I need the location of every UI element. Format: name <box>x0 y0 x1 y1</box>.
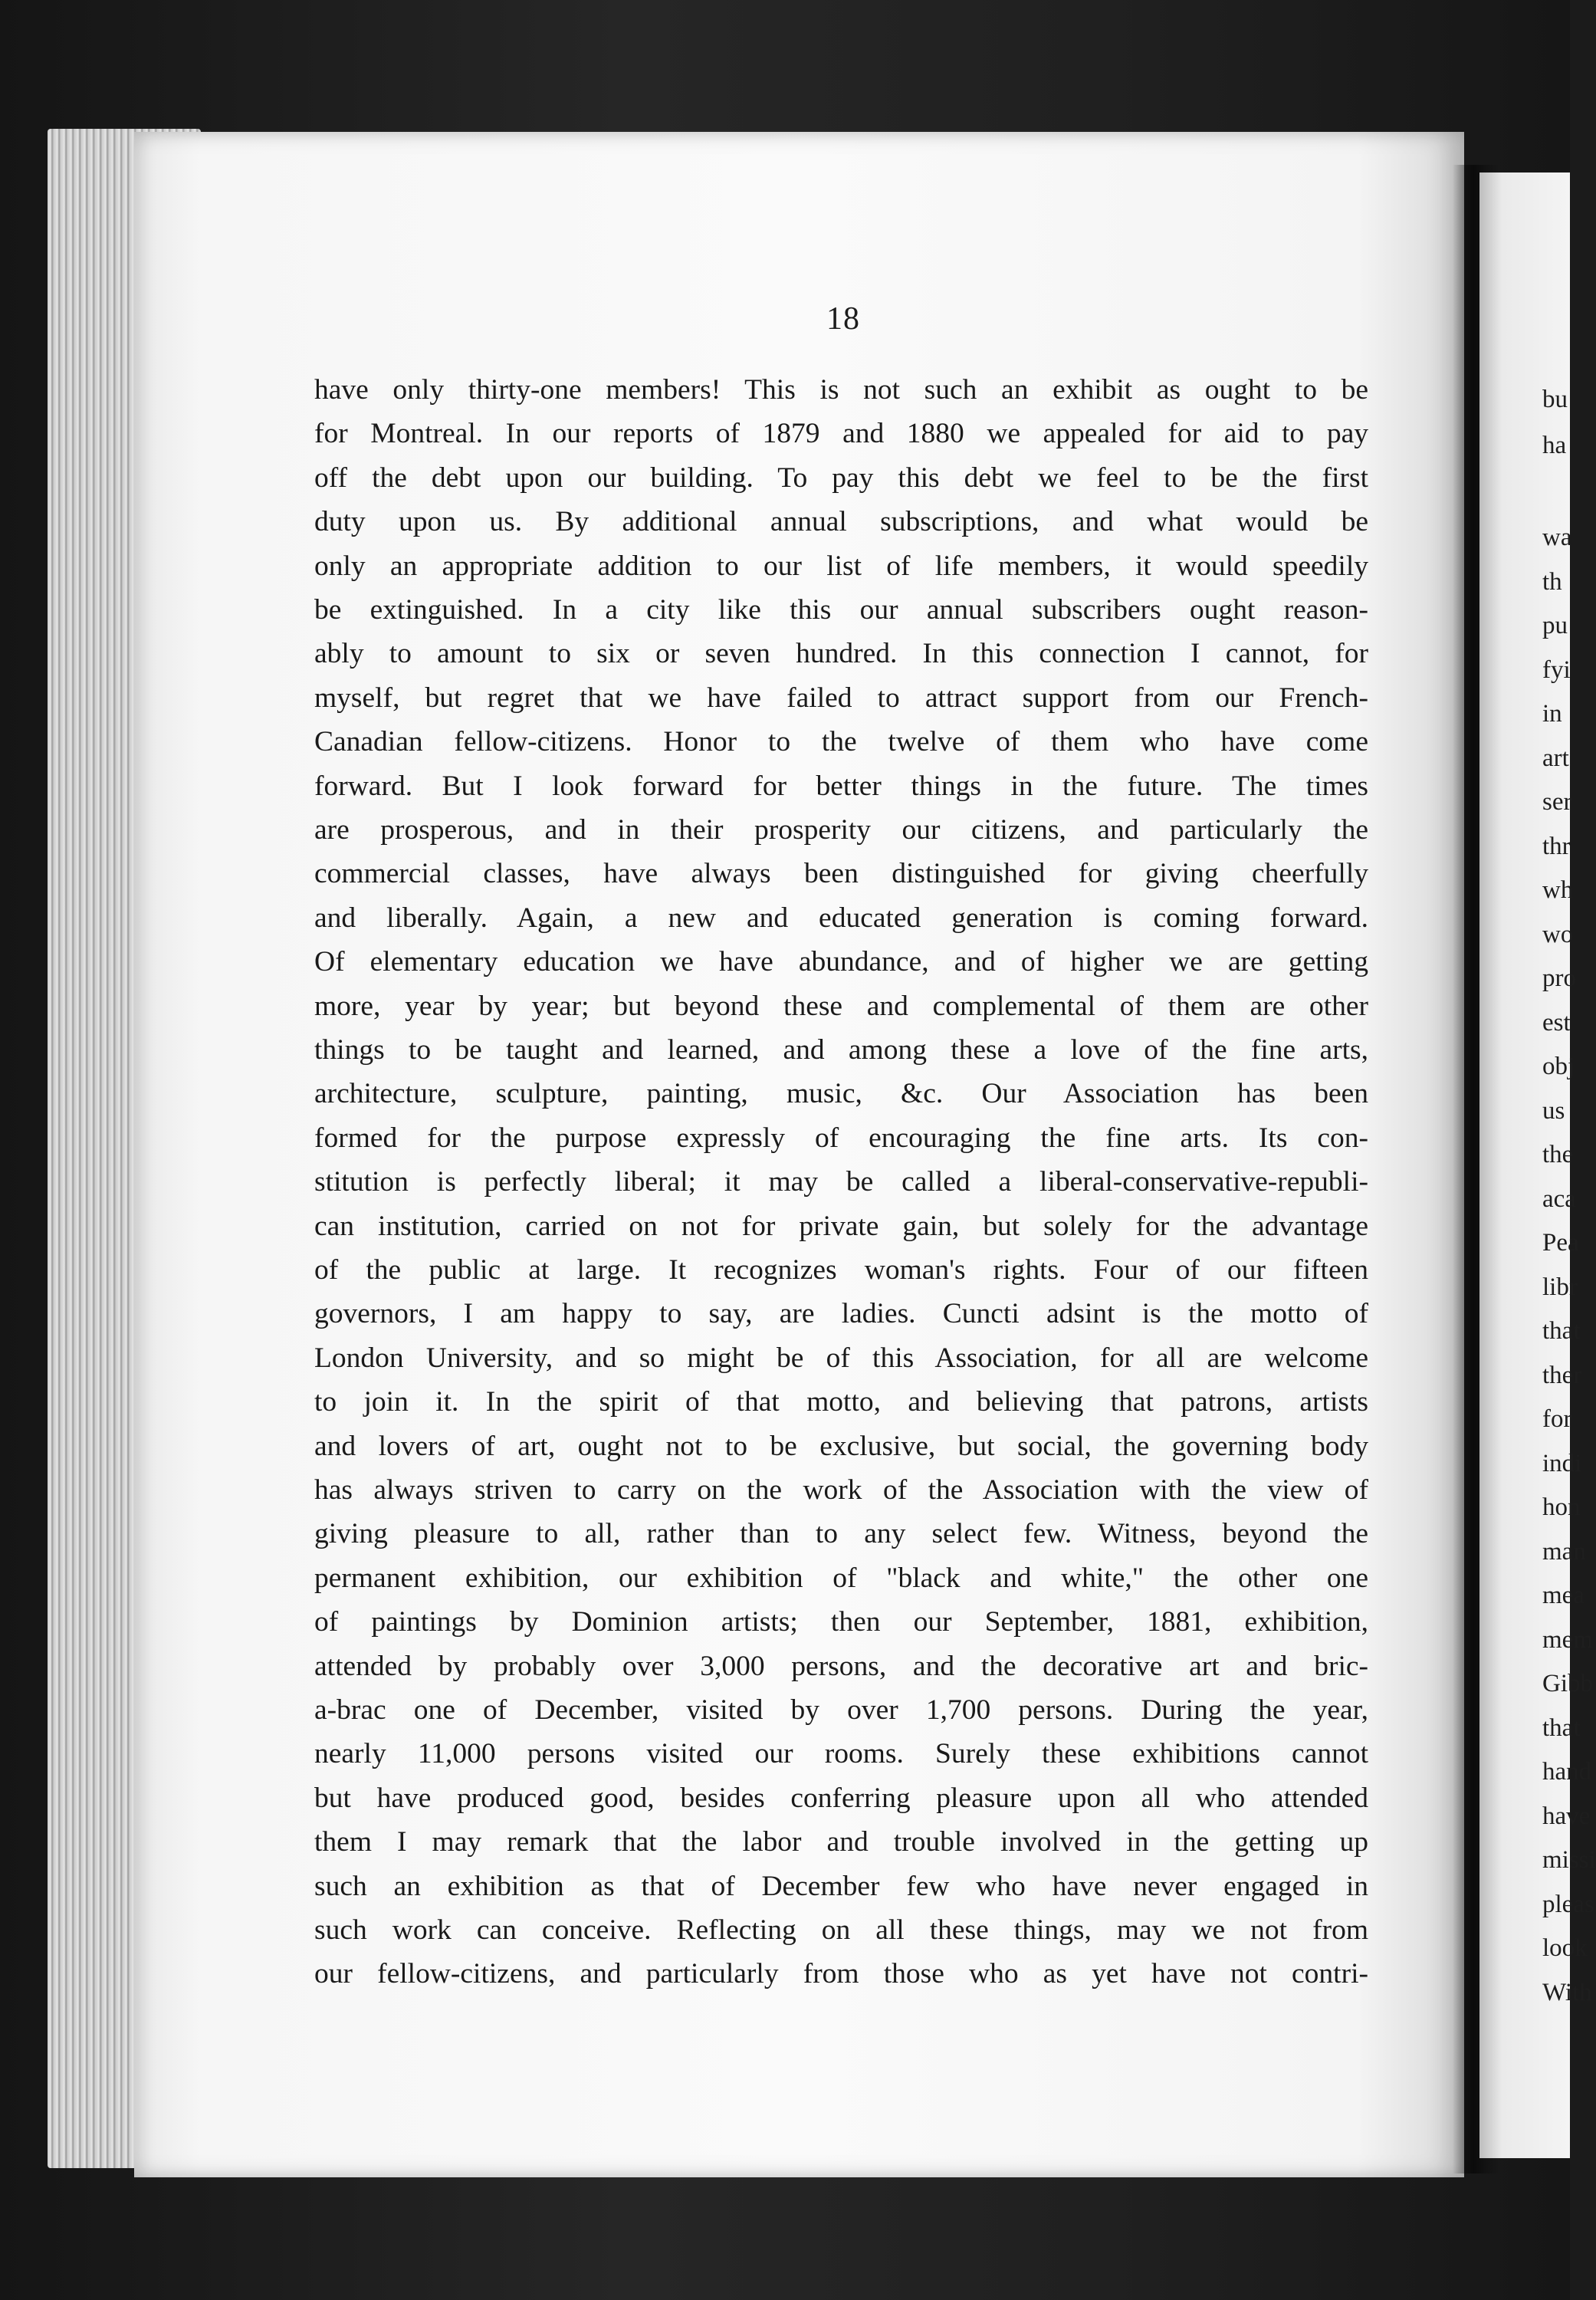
facing-page-fragment: the <box>1542 1141 1574 1168</box>
facing-page-fragment: thr <box>1542 832 1571 860</box>
text-line: giving pleasure to all, rather than to any select few. Witness, beyond the <box>314 1518 1368 1550</box>
text-line: only an appropriate addition to our list of life members, it would speedily <box>314 550 1368 582</box>
text-line: such work can conceive. Reflecting on all these things, may we not from <box>314 1914 1368 1946</box>
facing-page-fragment: hand <box>1542 1758 1592 1786</box>
text-line: Of elementary education we have abundance, and of higher we are getting <box>314 946 1368 978</box>
facing-page-fragment: ser <box>1542 788 1572 816</box>
facing-page-fragment: indi <box>1542 1449 1582 1477</box>
facing-page-fragment: that <box>1542 1317 1581 1345</box>
facing-page-fragment: bu <box>1542 386 1568 413</box>
text-line: forward. But I look forward for better things in the future. The times <box>314 770 1368 802</box>
facing-page-fragment: for <box>1542 1405 1572 1433</box>
facing-page-fragment: Pea <box>1542 1229 1579 1257</box>
text-line: stitution is perfectly liberal; it may be called a liberal-conservative-republi- <box>314 1166 1368 1198</box>
text-line: more, year by year; but beyond these and complemental of them are other <box>314 990 1368 1022</box>
text-line: but have produced good, besides conferring pleasure upon all who attended <box>314 1782 1368 1814</box>
facing-page-fragment: Gibb <box>1542 1670 1593 1697</box>
text-line: of the public at large. It recognizes woman's rights. Four of our fifteen <box>314 1254 1368 1286</box>
text-line: off the debt upon our building. To pay this debt we feel to be the first <box>314 462 1368 494</box>
facing-page-fragment: pro <box>1542 964 1576 992</box>
body-text <box>314 376 1368 2001</box>
text-line: of paintings by Dominion artists; then our September, 1881, exhibition, <box>314 1606 1368 1638</box>
text-line: formed for the purpose expressly of encouraging the fine arts. Its con- <box>314 1122 1368 1154</box>
facing-page-fragment: have <box>1542 1802 1591 1830</box>
text-line: can institution, carried on not for private gain, but solely for the advantage <box>314 1210 1368 1242</box>
facing-page-fragment: look <box>1542 1934 1588 1962</box>
text-line: to join it. In the spirit of that motto, and believing that patrons, artists <box>314 1386 1368 1418</box>
facing-page-fragment: ther <box>1542 1361 1582 1389</box>
text-line: myself, but regret that we have failed to attract support from our French- <box>314 682 1368 714</box>
text-line: have only thirty-one members! This is not such an exhibit as ought to be <box>314 374 1368 406</box>
facing-page-fragment: obj <box>1542 1053 1575 1080</box>
text-line: our fellow-citizens, and particularly from those who as yet have not contri- <box>314 1958 1368 1990</box>
facing-page-fragment: mea <box>1542 1582 1585 1609</box>
facing-page-fragment: est <box>1542 1008 1571 1037</box>
facing-page-fragment: ha <box>1542 432 1567 459</box>
page-number: 18 <box>826 301 860 337</box>
facing-page-fragment: pu <box>1542 612 1568 639</box>
facing-page-fragment: us <box>1542 1096 1565 1125</box>
facing-page-fragment: th <box>1542 567 1562 596</box>
text-line: permanent exhibition, our exhibition of "black and white," the other one <box>314 1562 1368 1594</box>
text-line: such an exhibition as that of December few who have never engaged in <box>314 1870 1368 1902</box>
text-line: commercial classes, have always been distinguished for giving cheerfully <box>314 858 1368 890</box>
text-line: nearly 11,000 persons visited our rooms. Surely these exhibitions cannot <box>314 1738 1368 1770</box>
text-line: them I may remark that the labor and trouble involved in the getting up <box>314 1826 1368 1858</box>
text-line: a-brac one of December, visited by over 1,700 persons. During the year, <box>314 1694 1368 1726</box>
text-line: has always striven to carry on the work of the Association with the view of <box>314 1474 1368 1506</box>
facing-page-fragment: pleas <box>1542 1890 1594 1918</box>
text-line: and liberally. Again, a new and educated generation is coming forward. <box>314 902 1368 934</box>
text-line: governors, I am happy to say, are ladies. Cuncti adsint is the motto of <box>314 1298 1368 1330</box>
facing-page-fragment: man <box>1542 1537 1586 1566</box>
facing-page-fragment: wh <box>1542 876 1574 904</box>
facing-page-fragment: hon <box>1542 1493 1581 1521</box>
text-line: London University, and so might be of this Association, for all are welcome <box>314 1342 1368 1374</box>
facing-page-fragment: wo <box>1542 920 1574 948</box>
text-line: Canadian fellow-citizens. Honor to the twelve of them who have come <box>314 726 1368 758</box>
facing-page-fragment: that <box>1542 1714 1581 1742</box>
facing-page-fragment: libr <box>1542 1273 1578 1301</box>
facing-page-fragment: in <box>1542 700 1562 728</box>
facing-page-fragment: art <box>1542 744 1569 772</box>
text-line: ably to amount to six or seven hundred. In this connection I cannot, for <box>314 638 1368 670</box>
text-line: for Montreal. In our reports of 1879 and 1880 we appealed for aid to pay <box>314 418 1368 450</box>
text-line: duty upon us. By additional annual subscriptions, and what would be <box>314 506 1368 538</box>
facing-page-fragment: fyi <box>1542 656 1571 684</box>
facing-page <box>1479 172 1596 2158</box>
text-line: attended by probably over 3,000 persons, and the decorative art and bric- <box>314 1650 1368 1682</box>
text-line: are prosperous, and in their prosperity our citizens, and particularly the <box>314 814 1368 846</box>
facing-page-fragment: With <box>1542 1978 1592 2006</box>
text-line: be extinguished. In a city like this our annual subscribers ought reason- <box>314 594 1368 626</box>
text-line: and lovers of art, ought not to be exclusive, but social, the governing body <box>314 1430 1368 1462</box>
facing-page-fragment: wa <box>1542 524 1572 551</box>
facing-page-fragment: mem <box>1542 1625 1593 1654</box>
facing-page-fragment: missi <box>1542 1846 1596 1874</box>
text-line: things to be taught and learned, and among these a love of the fine arts, <box>314 1034 1368 1066</box>
text-line: architecture, sculpture, painting, music, &c. Our Association has been <box>314 1078 1368 1110</box>
facing-page-fragment: aca <box>1542 1184 1576 1213</box>
